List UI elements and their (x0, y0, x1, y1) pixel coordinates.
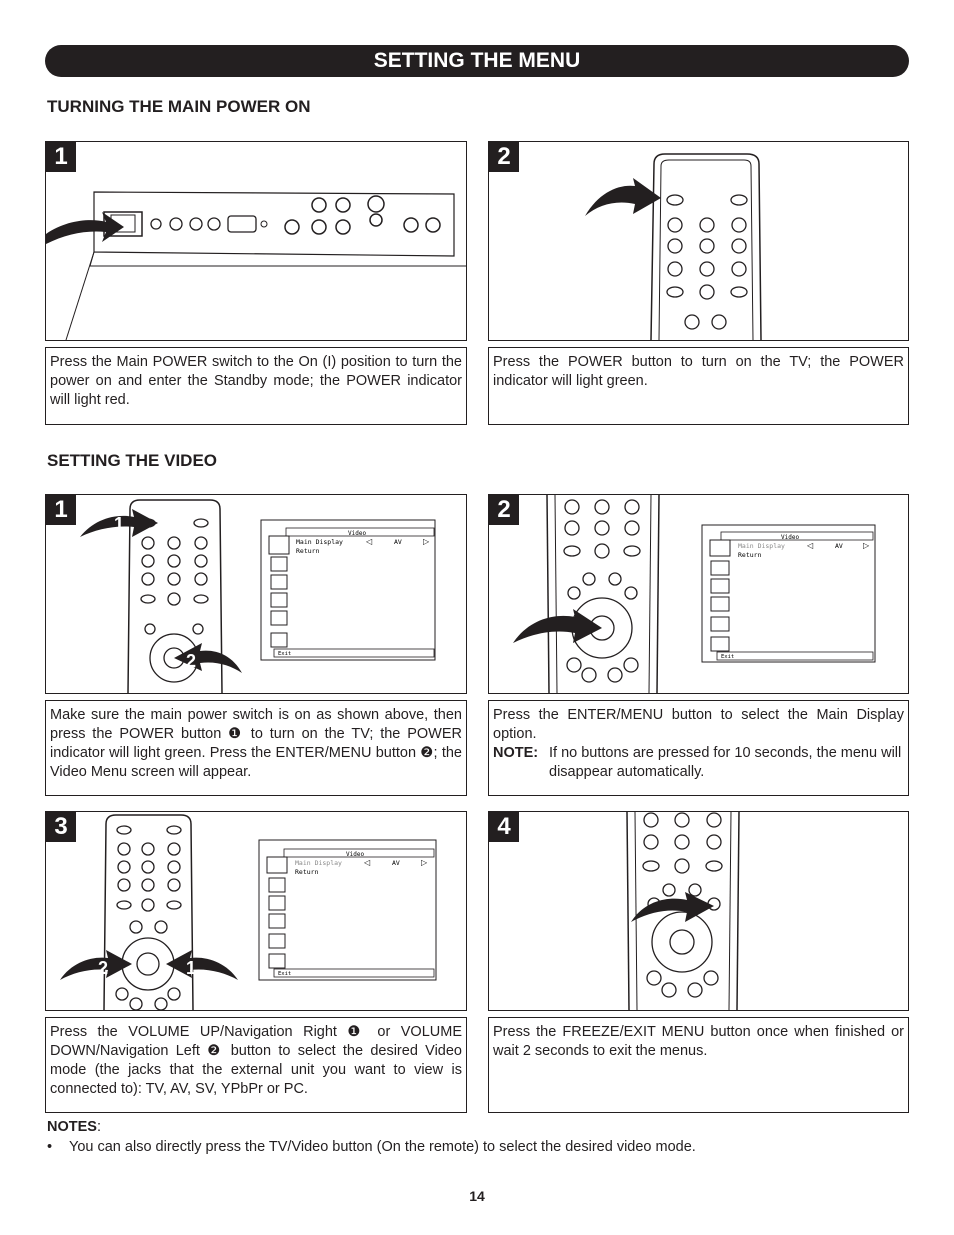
remote-control-illustration (489, 812, 908, 1010)
video-step3-text: Press the VOLUME UP/Navigation Right ❶ or VOLUME DOWN/Navigation Left ❷ button to select the desired Video mode (the jacks that the external unit you want to view is connected to): TV, AV, SV, YPbPr or PC. (45, 1017, 467, 1113)
remote-control-illustration (46, 495, 466, 693)
step-number: 2 (489, 142, 519, 172)
svg-text:Video: Video (781, 534, 800, 541)
power-step1-illustration (45, 141, 467, 341)
svg-text:Main Display: Main Display (738, 542, 785, 550)
svg-text:AV: AV (392, 859, 400, 867)
svg-text:▷: ▷ (423, 537, 430, 546)
page-banner: SETTING THE MENU (45, 45, 909, 77)
notes-bullet: You can also directly press the TV/Video button (On the remote) to select the desired video mode. (69, 1139, 696, 1155)
page-number: 14 (469, 1188, 485, 1204)
callout-1: 1 (186, 958, 197, 978)
svg-text:Return: Return (738, 551, 762, 559)
notes-heading: NOTES (47, 1119, 97, 1135)
tv-back-panel-illustration (46, 142, 466, 340)
section-title-video: SETTING THE VIDEO (47, 451, 218, 470)
svg-text:AV: AV (835, 542, 843, 550)
svg-text:◁: ◁ (807, 541, 814, 550)
video-step3-illustration (45, 811, 467, 1011)
svg-text:Video: Video (348, 530, 367, 537)
svg-text:Main Display: Main Display (295, 859, 342, 867)
note-label: NOTE: (493, 745, 539, 761)
arrow-icon (60, 950, 132, 980)
tv-menu-screen (261, 520, 435, 660)
svg-text:Exit: Exit (721, 654, 735, 660)
svg-text:◁: ◁ (364, 858, 371, 867)
step-number: 2 (489, 495, 519, 525)
power-step2-illustration (488, 141, 909, 341)
power-step1-text: Press the Main POWER switch to the On (I) position to turn the power on and enter the Standby mode; the POWER indicator will light red. (45, 347, 467, 425)
tv-menu-screen (259, 840, 436, 980)
tv-menu-screen (702, 525, 875, 662)
remote-control-illustration (489, 142, 908, 340)
arrow-icon (174, 643, 242, 673)
remote-control-illustration (489, 495, 908, 693)
notes-section: NOTES: • You can also directly press the TV/Video button (On the remote) to select the desired video mode. (47, 1119, 696, 1155)
step-number: 1 (46, 495, 76, 525)
step-number: 3 (46, 812, 76, 842)
video-step4-illustration (488, 811, 909, 1011)
svg-text:▷: ▷ (421, 858, 428, 867)
svg-text:▷: ▷ (863, 541, 870, 550)
step-instruction: Press the ENTER/MENU button to select the Main Display option. (493, 707, 904, 742)
video-step2-text (488, 700, 909, 796)
step-note (493, 744, 904, 782)
svg-text:Exit: Exit (278, 651, 292, 657)
arrow-icon (585, 178, 661, 216)
power-step2-text: Press the POWER button to turn on the TV; the POWER indicator will light green. (488, 347, 909, 425)
svg-text:Return: Return (295, 868, 319, 876)
callout-1: 1 (114, 514, 125, 534)
svg-text:AV: AV (394, 538, 402, 546)
callout-2: 2 (186, 651, 197, 671)
note-text: If no buttons are pressed for 10 seconds, the menu will disappear automatically. (549, 745, 902, 780)
callout-2: 2 (98, 958, 109, 978)
arrow-icon (166, 950, 238, 980)
svg-text:Return: Return (296, 547, 320, 555)
video-step4-text: Press the FREEZE/EXIT MENU button once when finished or wait 2 seconds to exit the menus. (488, 1017, 909, 1113)
svg-text:◁: ◁ (366, 537, 373, 546)
remote-control-illustration (46, 812, 466, 1010)
arrow-icon (631, 892, 714, 922)
section-title-power: TURNING THE MAIN POWER ON (47, 97, 311, 116)
step-number: 4 (489, 812, 519, 842)
svg-text:Main Display: Main Display (296, 538, 343, 546)
video-step1-text: Make sure the main power switch is on as shown above, then press the POWER button ❶ to turn on the TV; the POWER indicator will light green. Press the ENTER/MENU button ❷; the Video Menu screen will appear. (45, 700, 467, 796)
video-step2-illustration (488, 494, 909, 694)
arrow-icon (513, 609, 602, 643)
svg-text:Exit: Exit (278, 971, 292, 977)
svg-text:Video: Video (346, 851, 365, 858)
step-number: 1 (46, 142, 76, 172)
video-step1-illustration (45, 494, 467, 694)
